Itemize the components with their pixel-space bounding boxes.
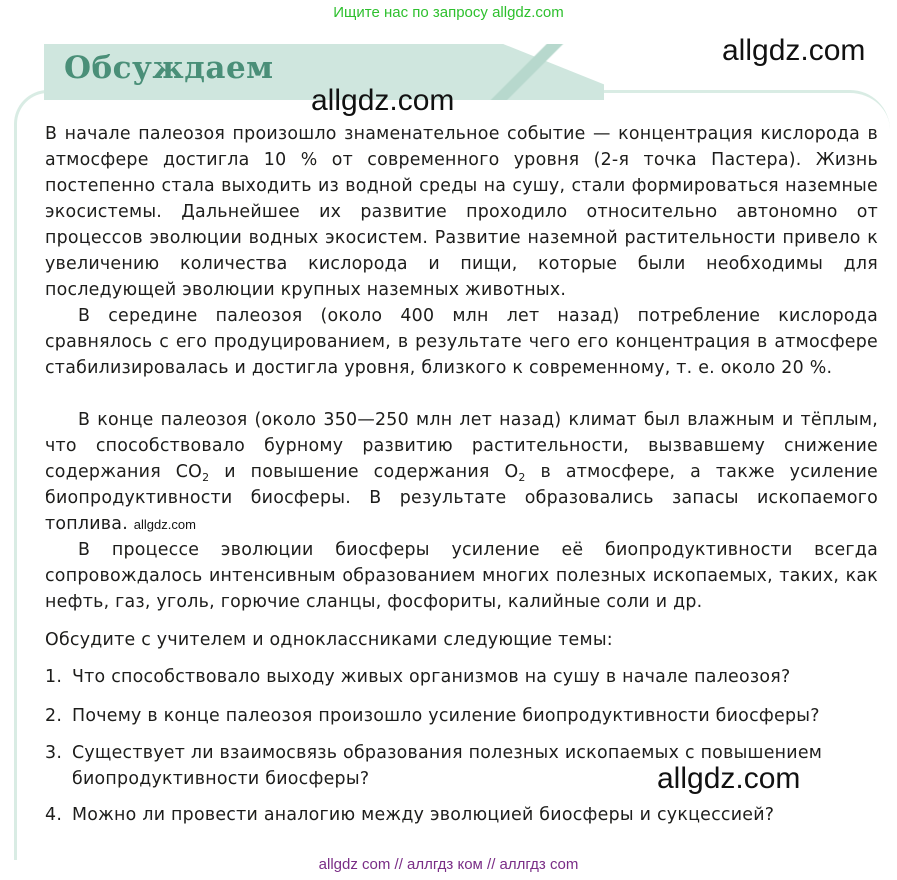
footer-links[interactable]: allgdz com // аллгдз ком // аллгдз com	[318, 856, 579, 873]
watermark-inline: allgdz.com	[133, 517, 196, 532]
watermark-under-heading: allgdz.com	[311, 84, 455, 117]
paragraph-4: В процессе эволюции биосферы усиление её биопродуктивности всегда сопровождалось интенсивным образованием многих полезных ископаемых, таких, как нефть, газ, уголь, горючие сланцы, фосфориты, калийные соли и др.	[45, 540, 878, 612]
section-heading: Обсуждаем	[64, 50, 274, 86]
top-banner[interactable]: Ищите нас по запросу allgdz.com	[333, 4, 564, 21]
question-item: 1. Что способствовало выходу живых организмов на сушу в начале палеозоя?	[45, 667, 791, 687]
discussion-intro: Обсудите с учителем и одноклассниками следующие темы:	[45, 630, 613, 650]
watermark-top-right: allgdz.com	[722, 34, 866, 67]
heading-accent-stripe	[455, 44, 605, 100]
question-item: 4. Можно ли провести аналогию между эволюцией биосферы и сукцессией?	[45, 805, 775, 825]
question-item: 2. Почему в конце палеозоя произошло усиление биопродуктивности биосферы?	[45, 706, 820, 726]
paragraph-2: В середине палеозоя (около 400 млн лет назад) потребление кислорода сравнялось с его продуцированием, в результате чего его концентрация в атмосфере стабилизировалась и достигла уровня, близкого к современному, т. е. около 20 %.	[45, 306, 878, 378]
paragraph-1: В начале палеозоя произошло знаменательное событие — концентрация кислорода в атмосфере достигла 10 % от современного уровня (2-я точка Пастера). Жизнь постепенно стала выходить из водной среды на сушу, стали формироваться наземные экосистемы. Дальнейшее их развитие проходило относительно автономно от процессов эволюции водных экосистем. Развитие наземной растительности привело к увеличению количества кислорода и пищи, которые были необходимы для последующей эволюции крупных наземных животных.	[45, 124, 878, 300]
question-item: 3. Существует ли взаимосвязь образования полезных ископаемых с повышением биопродуктивности биосферы?	[45, 743, 823, 789]
watermark-bottom-right: allgdz.com	[657, 762, 801, 795]
paragraph-3: В конце палеозоя (около 350—250 млн лет назад) климат был влажным и тёплым, что способствовало бурному развитию растительности, вызвавшему снижение содержания $CO_2$ и повышение содержания $O_2$ в атмосфере, а также усиление биопродуктивности биосферы. В результате образовались запасы ископаемого топлива. allgdz.com	[45, 410, 879, 534]
